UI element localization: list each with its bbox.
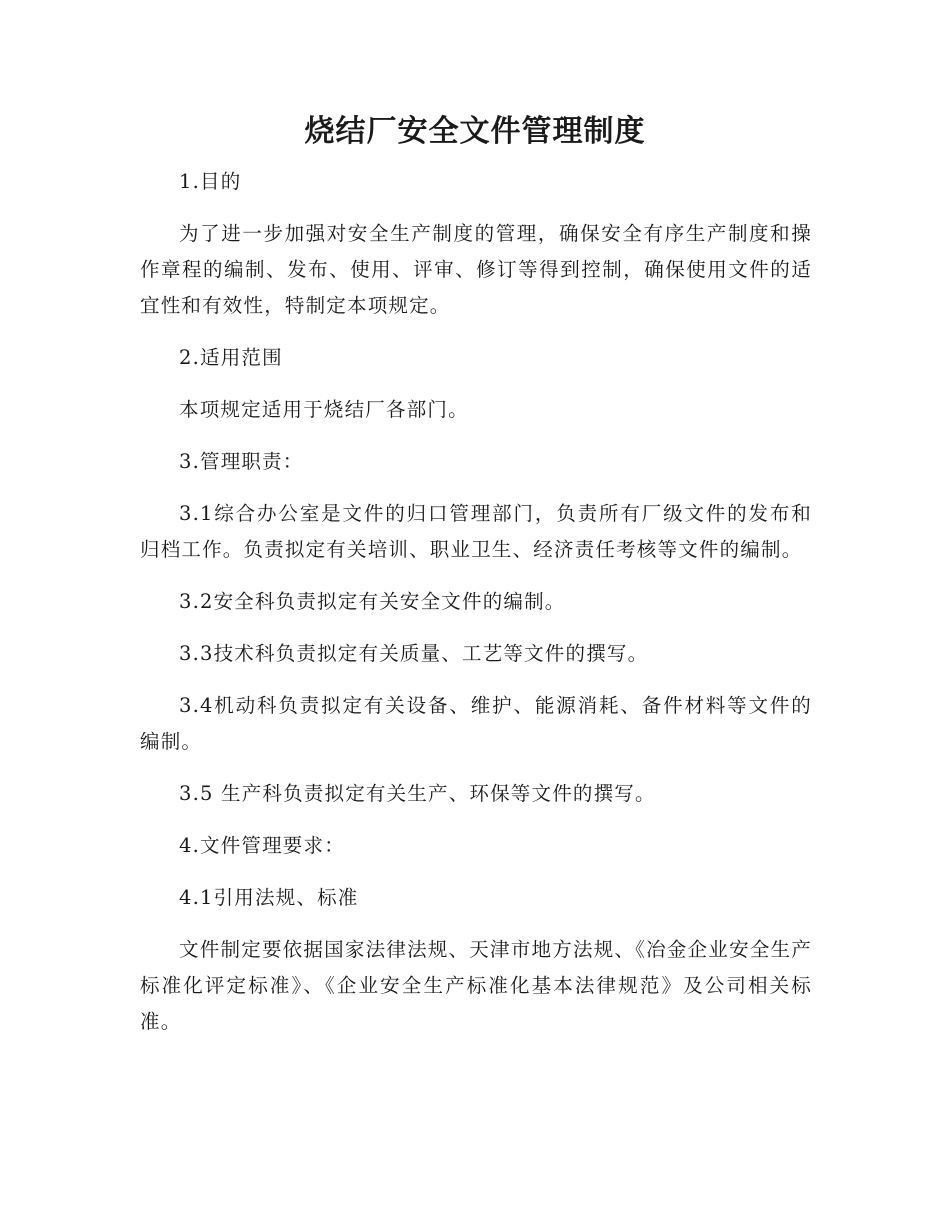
paragraph-purpose: 为了进一步加强对安全生产制度的管理，确保安全有序生产制度和操作章程的编制、发布、使用、评审、修订等得到控制，确保使用文件的适宜性和有效性，特制定本项规定。 (140, 222, 812, 317)
section-heading-scope: 2.适用范围 (179, 346, 283, 369)
document-body (140, 164, 812, 1056)
paragraph-3-5: 3.5 生产科负责拟定有关生产、环保等文件的撰写。 (179, 782, 656, 805)
section-heading-responsibilities: 3.管理职责： (179, 450, 304, 473)
paragraph-3-1: 3.1综合办公室是文件的归口管理部门，负责所有厂级文件的发布和归档工作。负责拟定有关培训、职业卫生、经济责任考核等文件的编制。 (140, 502, 812, 561)
paragraph-3-3: 3.3技术科负责拟定有关质量、工艺等文件的撰写。 (179, 642, 649, 665)
paragraph-4-1: 文件制定要依据国家法律法规、天津市地方法规、《冶金企业安全生产标准化评定标准》、《企业安全生产标准化基本法律规范》及公司相关标准。 (140, 938, 812, 1033)
paragraph-3-2: 3.2安全科负责拟定有关安全文件的编制。 (179, 590, 566, 613)
subsection-heading-4-1: 4.1引用法规、标准 (179, 886, 359, 909)
section-heading-purpose: 1.目的 (179, 170, 242, 193)
document-title: 烧结厂安全文件管理制度 (304, 114, 646, 149)
paragraph-3-4: 3.4机动科负责拟定有关设备、维护、能源消耗、备件材料等文件的编制。 (140, 694, 812, 753)
paragraph-scope: 本项规定适用于烧结厂各部门。 (179, 398, 469, 421)
section-heading-requirements: 4.文件管理要求： (179, 834, 345, 857)
